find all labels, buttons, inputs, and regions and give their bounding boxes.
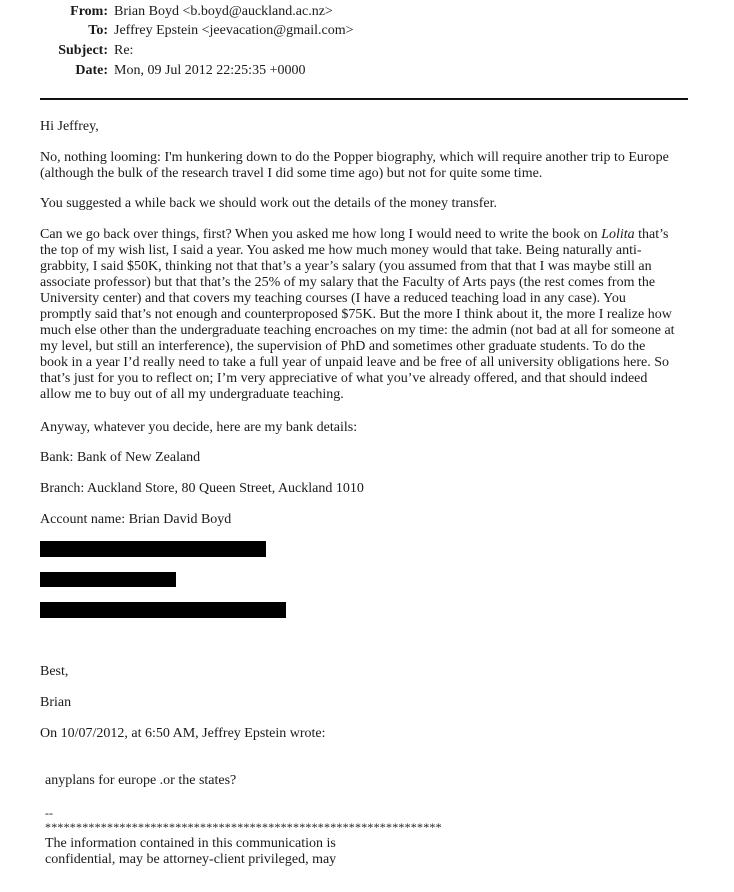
paragraph-3-line: promptly said that’s not enough and counterproposed $75K. But the more I think about it, the more I realize how — [40, 307, 672, 322]
paragraph-3-line: book in a year I’d really need to take a full year of unpaid leave and be free of all university obligations here. So — [40, 355, 669, 370]
header-divider — [40, 98, 688, 100]
p3-text-post: that’s — [634, 227, 669, 242]
paragraph-3-line: much else other than the undergraduate teaching encroaches on my time: the admin (not bad at all for someone at — [40, 323, 675, 338]
subject-label: Subject: — [58, 43, 108, 58]
paragraph-3 — [40, 227, 700, 403]
date-value: Mon, 09 Jul 2012 22:25:35 +0000 — [114, 63, 306, 78]
to-value: Jeffrey Epstein <jeevacation@gmail.com> — [114, 23, 354, 38]
to-label: To: — [88, 23, 108, 38]
redaction-bar — [40, 572, 176, 587]
paragraph-3-line — [40, 227, 700, 243]
signoff: Best, — [40, 664, 69, 679]
quoted-message: anyplans for europe .or the states? — [45, 773, 237, 788]
quoted-sig-dash: -- — [45, 806, 53, 820]
book-title-lolita: Lolita — [601, 227, 635, 242]
paragraph-3-line: the top of my wish list, I said a year. You asked me how much money would that take. Being naturally anti- — [40, 243, 642, 258]
quote-intro: On 10/07/2012, at 6:50 AM, Jeffrey Epstein wrote: — [40, 726, 326, 741]
paragraph-1-line: (although the bulk of the research travel I did some time ago) but not for quite some time. — [40, 166, 543, 181]
branch-line: Branch: Auckland Store, 80 Queen Street, Auckland 1010 — [40, 481, 364, 496]
paragraph-3-line: University center) and that covers my teaching courses (I have a reduced teaching load in any case). You — [40, 291, 626, 306]
paragraph-3-line: grabbity, I said $50K, thinking not that that’s a year’s salary (you assumed from that that I was maybe still an — [40, 259, 652, 274]
paragraph-3-line: my level, but still an interference), the supervision of PhD and sometimes other graduate students. To do the — [40, 339, 646, 354]
disclaimer-line: confidential, may be attorney-client privileged, may — [45, 852, 337, 867]
paragraph-3-line: associate professor) but that that’s the 25% of my salary that the Faculty of Arts pays (the rest comes from the — [40, 275, 656, 290]
paragraph-4: Anyway, whatever you decide, here are my bank details: — [40, 420, 358, 435]
redaction-bar — [40, 602, 286, 618]
paragraph-1 — [40, 150, 700, 182]
from-value: Brian Boyd <b.boyd@auckland.ac.nz> — [114, 4, 333, 19]
greeting: Hi Jeffrey, — [40, 119, 99, 134]
signature: Brian — [40, 695, 72, 710]
paragraph-3-line: that’s just for you to reflect on; I’m very appreciative of what you’ve already offered, and that should indeed — [40, 371, 648, 386]
account-name-line: Account name: Brian David Boyd — [40, 512, 232, 527]
quoted-star-rule: **************************************************************** — [45, 820, 442, 834]
date-label: Date: — [75, 63, 108, 78]
subject-value: Re: — [114, 43, 134, 58]
paragraph-1-line: No, nothing looming: I'm hunkering down to do the Popper biography, which will require another trip to Europe — [40, 150, 669, 165]
paragraph-3-line: allow me to buy out of all my undergraduate teaching. — [40, 387, 344, 402]
redaction-bar — [40, 541, 266, 557]
disclaimer-line: The information contained in this communication is — [45, 836, 336, 851]
from-label: From: — [70, 4, 108, 19]
p3-text-pre: Can we go back over things, first? When you asked me how long I would need to write the book on — [40, 227, 602, 242]
paragraph-2: You suggested a while back we should work out the details of the money transfer. — [40, 196, 497, 211]
disclaimer — [45, 836, 685, 868]
bank-line: Bank: Bank of New Zealand — [40, 450, 201, 465]
